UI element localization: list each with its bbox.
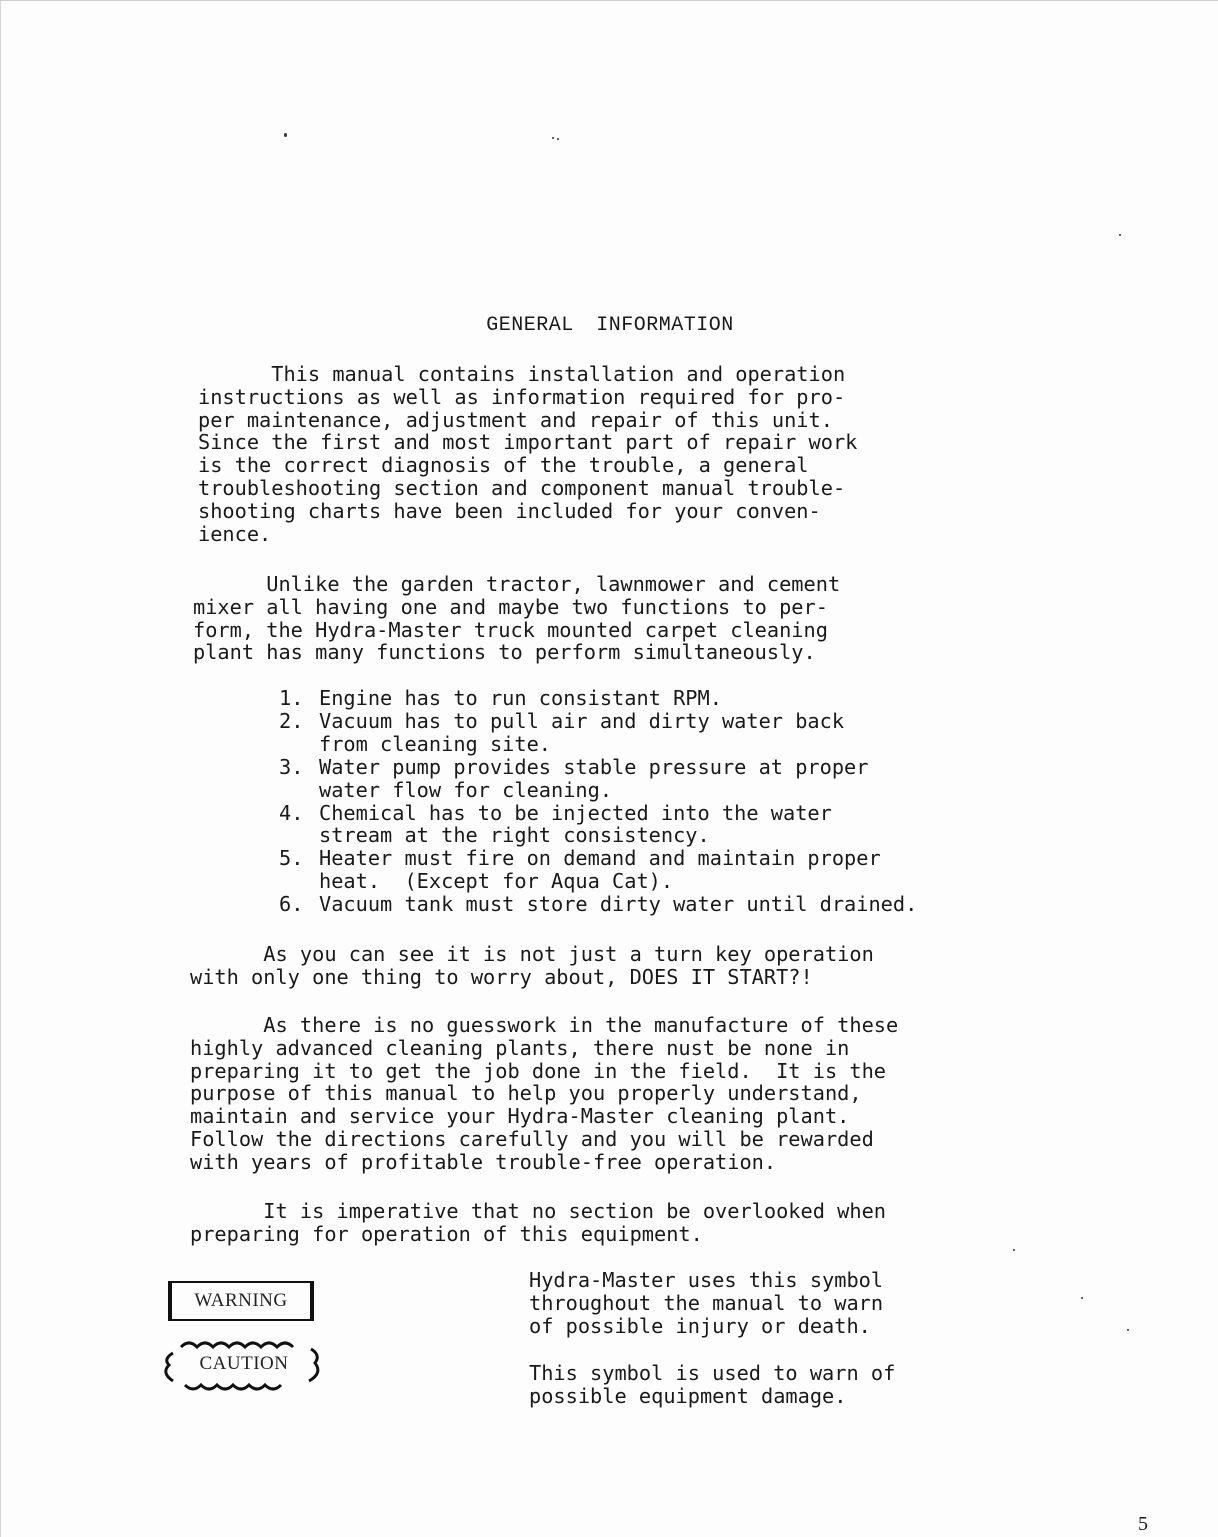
scan-speck	[1013, 1249, 1015, 1251]
list-item: 1. Engine has to run consistant RPM.	[279, 686, 722, 710]
list-item: 5. Heater must fire on demand and maintain proper heat. (Except for Aqua Cat).	[279, 846, 881, 894]
scan-speck	[1119, 234, 1121, 236]
turn-key-paragraph: As you can see it is not just a turn key operation with only one thing to worry about, DOES IT START?!	[190, 942, 874, 989]
page-number: 5	[1138, 1513, 1148, 1535]
scan-speck	[557, 138, 559, 140]
scan-speck	[284, 133, 287, 137]
list-item: 6. Vacuum tank must store dirty water until drained.	[279, 892, 918, 917]
warning-label: WARNING	[194, 1290, 288, 1311]
list-item: 3. Water pump provides stable pressure at proper water flow for cleaning.	[279, 754, 869, 802]
scan-speck	[1127, 1329, 1129, 1331]
caution-symbol	[159, 1335, 329, 1397]
list-item: 4. Chemical has to be injected into the water stream at the right consistency.	[279, 800, 832, 848]
warning-symbol	[168, 1281, 314, 1321]
scan-speck	[1081, 1297, 1083, 1299]
imperative-paragraph: It is imperative that no section be overlooked when preparing for operation of this equipment.	[190, 1199, 886, 1246]
caution-description: This symbol is used to warn of possible equipment damage.	[529, 1361, 896, 1408]
list-item: 2. Vacuum has to pull air and dirty water back from cleaning site.	[279, 708, 845, 756]
functions-list	[279, 687, 917, 916]
guesswork-paragraph: As there is no guesswork in the manufacture of these highly advanced cleaning plants, there nust be none in preparing it to get the job done in the field. It is the purpose of this manual to help you properly understand, maintain and service your Hydra-Master cleaning plant. Follow the directions carefully and you will be rewarded with years of profitable trouble-free operation.	[190, 1013, 899, 1174]
warning-description: Hydra-Master uses this symbol throughout the manual to warn of possible injury or death.	[529, 1268, 884, 1338]
intro-paragraph: This manual contains installation and operation instructions as well as information required for pro- per maintenance, adjustment and repair of this unit. Since the first and most important part of repair work is the correct diagnosis of the trouble, a general troubleshooting section and component manual trouble- shooting charts have been included for your conven- ience.	[198, 362, 858, 546]
functions-paragraph: Unlike the garden tractor, lawnmower and cement mixer all having one and maybe two functions to per- form, the Hydra-Master truck mounted carpet cleaning plant has many functions to perform simultaneously.	[193, 572, 841, 665]
section-title: GENERAL INFORMATION	[486, 314, 734, 337]
caution-label: CAUTION	[199, 1353, 289, 1374]
scan-speck	[552, 137, 554, 139]
